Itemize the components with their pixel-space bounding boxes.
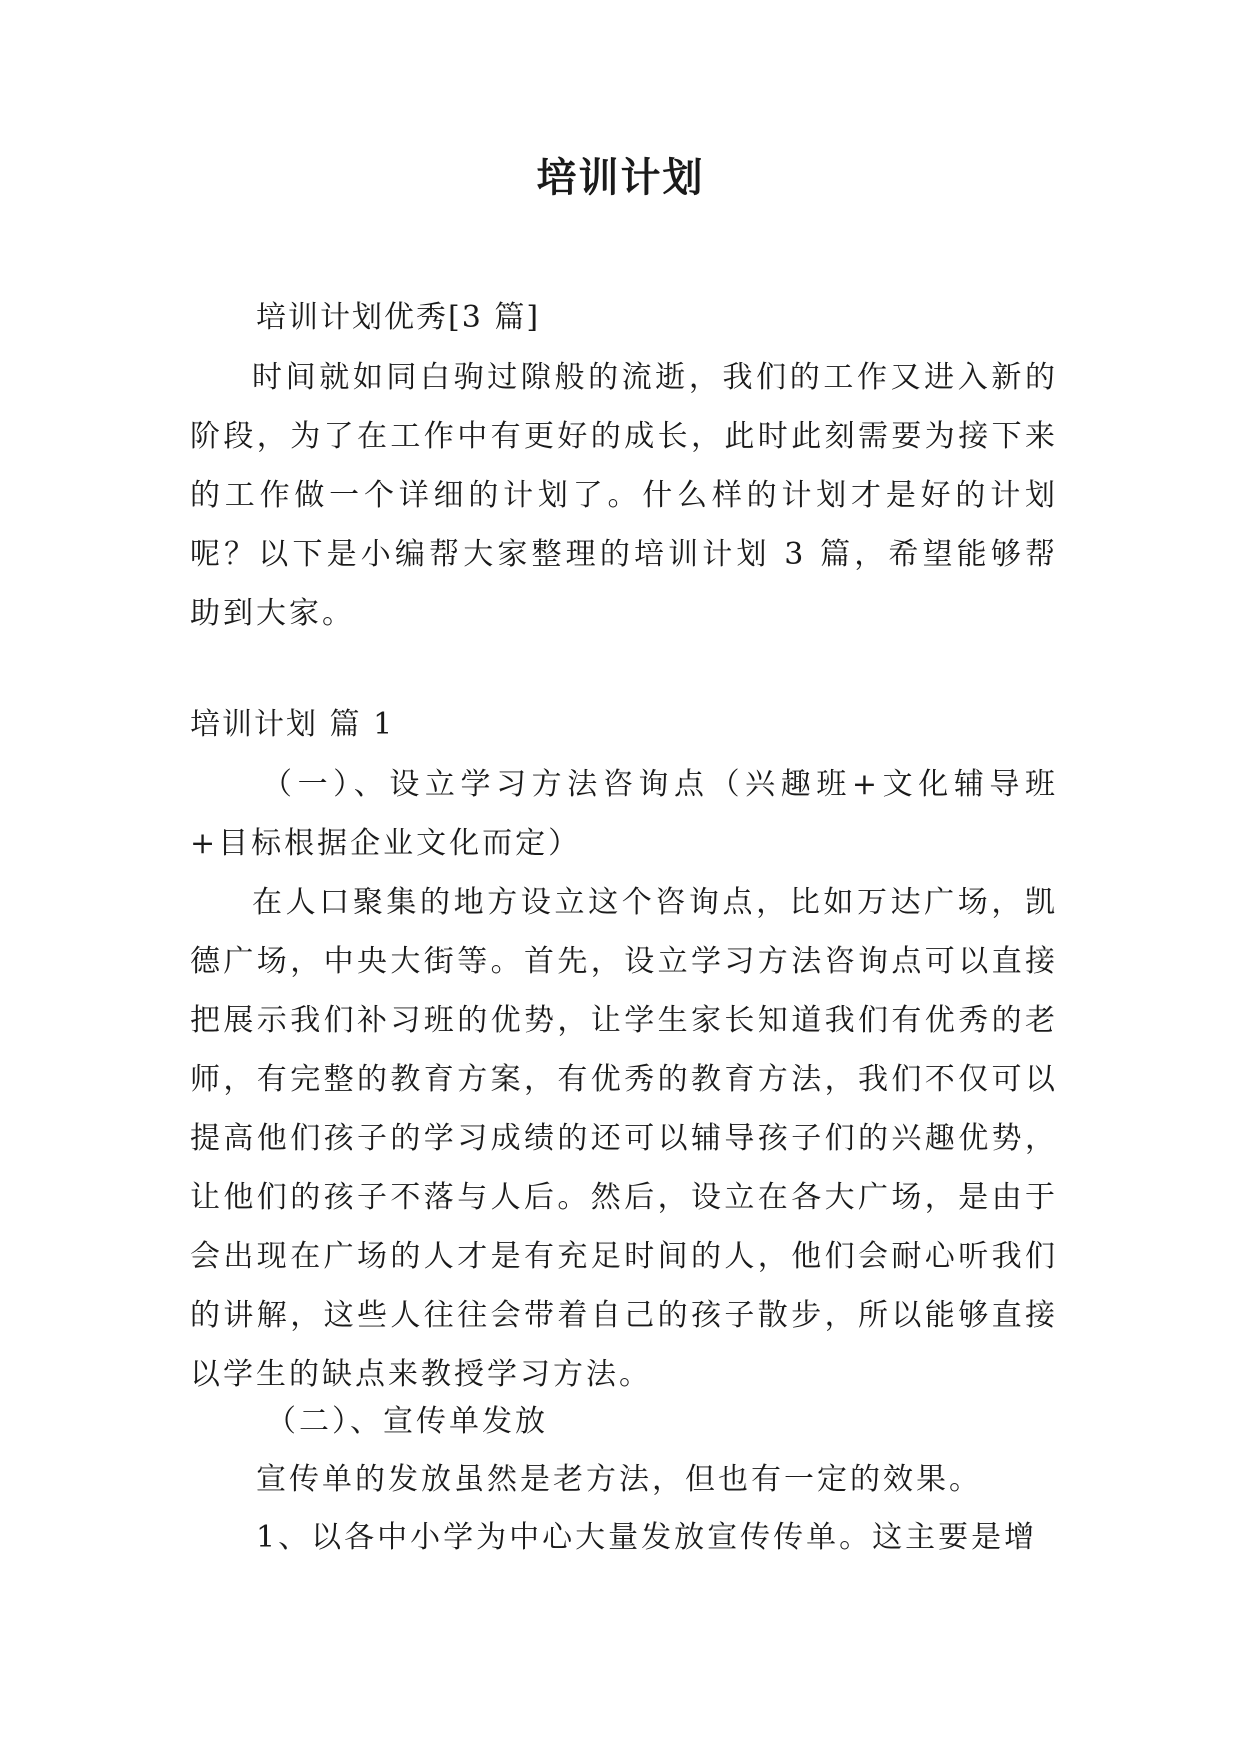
document-title: 培训计划 [536, 154, 705, 201]
section-heading: 培训计划 篇 1 [190, 707, 395, 742]
intro-paragraph: 时间就如同白驹过隙般的流逝，我们的工作又进入新的阶段，为了在工作中有更好的成长，此时此刻需要为接下来的工作做一个详细的计划了。什么样的计划才是好的计划呢？以下是小编帮大家整理的培训计划 3 篇，希望能够帮助到大家。 [190, 360, 1058, 631]
paragraph-flyer-item-1: 1、以各中小学为中心大量发放宣传传单。这主要是增 [256, 1520, 1038, 1555]
paragraph-flyer-intro: 宣传单的发放虽然是老方法，但也有一定的效果。 [256, 1462, 982, 1497]
document-subtitle: 培训计划优秀[3 篇] [256, 300, 541, 335]
paragraph-consult-detail: 在人口聚集的地方设立这个咨询点，比如万达广场，凯德广场，中央大街等。首先，设立学习方法咨询点可以直接把展示我们补习班的优势，让学生家长知道我们有优秀的老师，有完整的教育方案，有优秀的教育方法，我们不仅可以提高他们孩子的学习成绩的还可以辅导孩子们的兴趣优势，让他们的孩子不落与人后。然后，设立在各大广场，是由于会出现在广场的人才是有充足时间的人，他们会耐心听我们的讲解，这些人往往会带着自己的孩子散步，所以能够直接以学生的缺点来教授学习方法。 [190, 885, 1058, 1392]
paragraph-flyer-heading: （二）、宣传单发放 [266, 1404, 548, 1439]
paragraph-consult-point: （一）、设立学习方法咨询点（兴趣班+文化辅导班+目标根据企业文化而定） [190, 767, 1058, 861]
